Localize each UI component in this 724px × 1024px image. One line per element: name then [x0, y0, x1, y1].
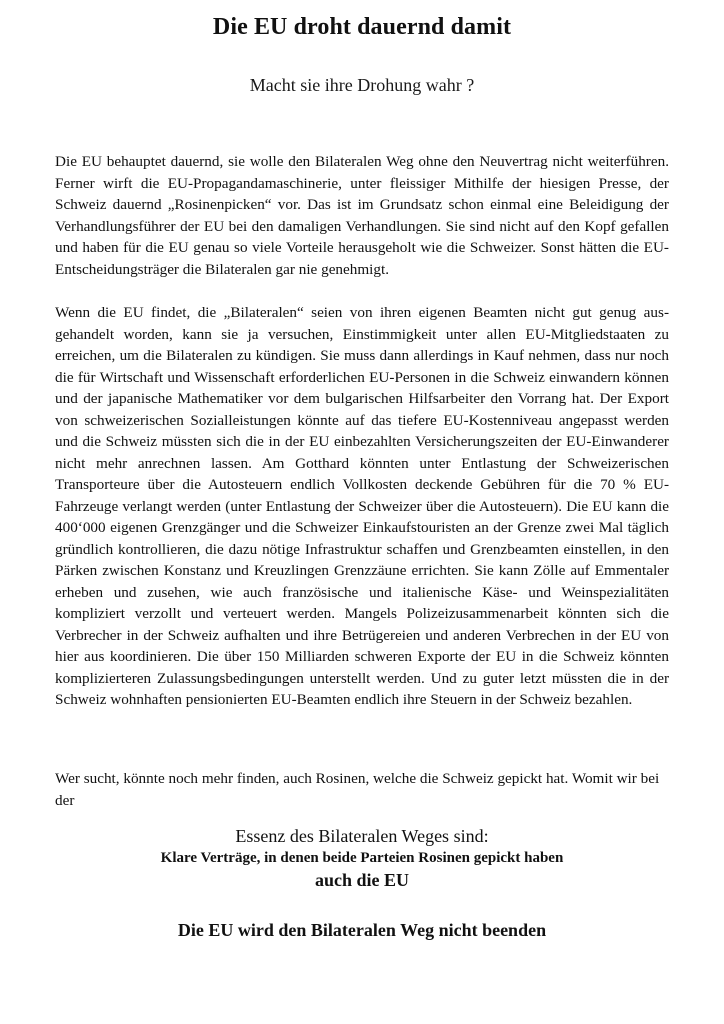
- conclusion-heading: Die EU wird den Bilateralen Weg nicht beenden: [177, 920, 547, 940]
- paragraph-consequences: Wenn die EU findet, die „Bilateralen“ seien von ihren eigenen Beamten nicht gut genug ausgehandelt worden, kann sie ja versuchen, Einstimmigkeit unter allen EU-Mitgliedstaaten zu erreichen, um die Bilateralen zu kündigen. Sie muss dann allerdings in Kauf nehmen, dass nur noch die für Wirtschaft und Wissenschaft erforderlichen EU-Personen in die Schweiz einwandern können und der japanische Mathematiker vor dem bulgarischen Hilfsarbeiter den Vorrang hat. Der Export von schweizerischen Sozialleistungen könnte auf das tiefere EU-Kostenniveau angepasst werden und die Schweiz müssten sich die in der EU einbezahlten Versicherungszeiten der EU-Einwanderer nicht mehr anrechnen lassen. Am Gotthard könnten unter Entlastung der Schweizerischen Transporteure über die Autosteuern endlich Vollkosten deckende Gebühren für die 70 % EU-Fahrzeuge verlangt werden (unter Entlastung der Schweizer über die Autosteuern). Die EU kann die 400‘000 eigenen Grenzgänger und die Schweizer Einkaufstouristen an der Grenze zwei Mal täglich gründlich kontrollieren, die dazu nötige Infrastruktur schaffen und Grenzbeamten einstellen, in den Pärken zwischen Konstanz und Kreuzlingen Grenzzäune errichten. Sie kann Zölle auf Emmentaler erheben und zusehen, wie auch französische und italienische Käse- und Weinspezialitäten kompliziert verzollt und verteuert werden. Mangels Polizeizusammenarbeit könnten sich die Verbrecher in der Schweiz aufhalten und ihre Betrügereien und anderen Verbrechen in der EU von hier aus koordinieren. Die über 150 Milliarden schweren Exporte der EU in die Schweiz könnten komplizierteren Zulassungsbedingungen unterstellt werden. Und zu guter letzt müssten die in der Schweiz wohnhaften pensionierten EU-Beamten endlich ihre Steuern in der Schweiz bezahlen.: [55, 304, 669, 708]
- essence-tail: auch die EU: [314, 870, 410, 890]
- paragraph-transition: Wer sucht, könnte noch mehr finden, auch Rosinen, welche die Schweiz gepickt hat. Womit wir bei der: [55, 770, 660, 809]
- essence-statement: Klare Verträge, in denen beide Parteien Rosinen gepickt haben: [160, 850, 564, 866]
- page-title: Die EU droht dauernd damit: [212, 14, 512, 40]
- essence-block: [0, 825, 724, 891]
- page-subtitle: Macht sie ihre Drohung wahr ?: [249, 75, 475, 95]
- paragraph-intro: Die EU behauptet dauernd, sie wolle den Bilateralen Weg ohne den Neuvertrag nicht weiterführen. Ferner wirft die EU-Propagandamaschinerie, unter fleissiger Mithilfe der hiesigen Presse, der Schweiz dauernd „Rosinenpicken“ vor. Das ist im Grundsatz schon einmal eine Beleidigung der Verhandlungsführer der EU bei den damaligen Verhandlungen. Sie sind nicht auf den Kopf gefallen und haben für die EU genau so viele Vorteile herausgeholt wie die Schweizer. Sonst hätten die EU-Entscheidungsträger die Bilateralen gar nie genehmigt.: [55, 153, 669, 278]
- essence-heading: Essenz des Bilateralen Weges sind:: [235, 826, 489, 846]
